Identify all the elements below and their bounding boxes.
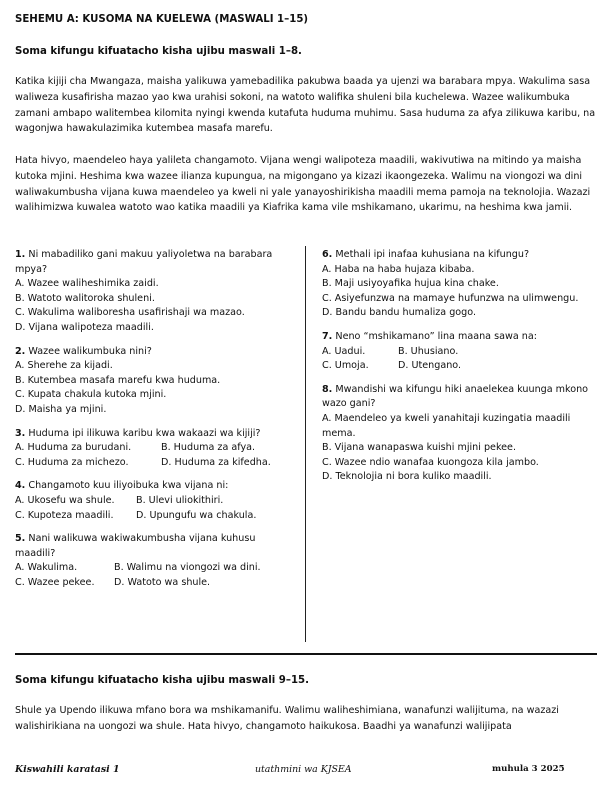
question-7 xyxy=(322,330,600,374)
question-6 xyxy=(322,248,600,321)
option: B. Uhusiano. xyxy=(398,345,459,357)
question-stem: 7. Neno “mshikamano” lina maana sawa na: xyxy=(322,330,537,342)
questions-left-column xyxy=(15,248,297,599)
column-divider xyxy=(305,246,306,642)
option: B. Kutembea masafa marefu kwa huduma. xyxy=(15,374,221,386)
questions-right-column xyxy=(322,248,600,494)
option: D. Vijana walipoteza maadili. xyxy=(15,321,154,333)
option: D. Watoto wa shule. xyxy=(114,576,211,588)
question-3 xyxy=(15,427,297,471)
question-4 xyxy=(15,479,297,523)
passage1-instruction: Soma kifungu kifuatacho kisha ujibu maswali 1–8. xyxy=(15,46,302,57)
question-stem: 2. Wazee walikumbuka nini? xyxy=(15,345,152,357)
footer-term: muhula 3 2025 xyxy=(492,764,565,774)
option: C. Wakulima waliboresha usafirishaji wa mazao. xyxy=(15,307,245,319)
section-divider xyxy=(15,653,597,655)
option: C. Huduma za michezo. xyxy=(15,456,129,468)
question-stem: 5. Nani walikuwa wakiwakumbusha vijana kuhusu maadili? xyxy=(15,533,256,559)
option: A. Uadui. xyxy=(322,345,366,357)
question-stem: 6. Methali ipi inafaa kuhusiana na kifungu? xyxy=(322,249,530,260)
passage1-paragraph-1: Katika kijiji cha Mwangaza, maisha yalikuwa yamebadilika pakubwa baada ya ujenzi wa barabara mpya. Wakulima sasa waliweza kusafirisha mazao yao kwa urahisi sokoni, na watoto walifika shuleni bila kuchelewa. Wazee walikumbuka zamani ambapo walitembea kilomita nyingi kwenda kutafuta huduma muhimu. Sasa huduma za afya zilikuwa karibu, na wagonjwa hawakulazimika kutembea masafa marefu. xyxy=(15,76,596,135)
option: D. Upungufu wa chakula. xyxy=(136,509,257,521)
option: A. Sherehe za kijadi. xyxy=(15,360,113,372)
question-stem: 1. Ni mabadiliko gani makuu yaliyoletwa na barabara mpya? xyxy=(15,249,273,275)
option: C. Wazee pekee. xyxy=(15,576,95,588)
option: C. Kupata chakula kutoka mjini. xyxy=(15,389,167,401)
question-stem: 3. Huduma ipi ilikuwa karibu kwa wakaazi wa kijiji? xyxy=(15,427,261,439)
question-1 xyxy=(15,248,297,336)
option: A. Maendeleo ya kweli yanahitaji kuzingatia maadili mema. xyxy=(322,412,571,439)
option: C. Wazee ndio wanafaa kuongoza kila jambo. xyxy=(322,456,539,468)
passage2-instruction: Soma kifungu kifuatacho kisha ujibu maswali 9–15. xyxy=(15,675,310,686)
option: C. Asiyefunzwa na mamaye hufunzwa na ulimwengu. xyxy=(322,292,579,304)
option: A. Ukosefu wa shule. xyxy=(15,494,115,506)
option: B. Ulevi uliokithiri. xyxy=(136,494,224,506)
question-2 xyxy=(15,345,297,418)
footer-exam: utathmini wa KJSEA xyxy=(255,764,352,775)
option: D. Bandu bandu humaliza gogo. xyxy=(322,307,476,319)
option: D. Huduma za kifedha. xyxy=(161,456,271,468)
option: C. Kupoteza maadili. xyxy=(15,509,114,521)
footer-subject: Kiswahili karatasi 1 xyxy=(15,764,120,775)
question-8 xyxy=(322,383,600,485)
option: B. Vijana wanapaswa kuishi mjini pekee. xyxy=(322,442,517,454)
passage2-paragraph: Shule ya Upendo ilikuwa mfano bora wa mshikamanifu. Walimu waliheshimiana, wanafunzi walijituma, na wazazi walishirikiana na uongozi wa shule. Hata hivyo, changamoto haikukosa. Baadhi ya wanafunzi walijipata xyxy=(15,705,559,732)
option: C. Umoja. xyxy=(322,360,369,372)
option: D. Maisha ya mjini. xyxy=(15,403,107,415)
question-5 xyxy=(15,532,297,590)
option: B. Maji usiyoyafika hujua kina chake. xyxy=(322,278,499,290)
option: A. Wazee waliheshimika zaidi. xyxy=(15,278,159,290)
option: B. Walimu na viongozi wa dini. xyxy=(114,562,261,574)
option: A. Wakulima. xyxy=(15,562,78,574)
option: D. Teknolojia ni bora kuliko maadili. xyxy=(322,471,492,483)
option: B. Huduma za afya. xyxy=(161,442,256,454)
question-stem: 8. Mwandishi wa kifungu hiki anaelekea kuunga mkono wazo gani? xyxy=(322,383,589,410)
section-title: SEHEMU A: KUSOMA NA KUELEWA (MASWALI 1–15) xyxy=(15,14,309,25)
question-stem: 4. Changamoto kuu iliyoibuka kwa vijana ni: xyxy=(15,480,229,492)
option: A. Huduma za burudani. xyxy=(15,442,132,454)
option: A. Haba na haba hujaza kibaba. xyxy=(322,263,475,275)
passage1-paragraph-2: Hata hivyo, maendeleo haya yalileta changamoto. Vijana wengi walipoteza maadili, wakivutiwa na mitindo ya maisha kutoka mjini. Heshima kwa wazee ilianza kupungua, na migongano ya kizazi ikaongezeka. Walimu na viongozi wa dini waliwakumbusha vijana kuwa maendeleo ya kweli ni yale yanayoshirikisha maadili mema pamoja na teknolojia. Wazazi walihimizwa kuwalea watoto wao katika maadili ya Kiafrika kama vile mshikamano, ukarimu, na heshima kwa jamii. xyxy=(15,155,591,214)
option: B. Watoto walitoroka shuleni. xyxy=(15,292,155,304)
option: D. Utengano. xyxy=(398,360,462,372)
